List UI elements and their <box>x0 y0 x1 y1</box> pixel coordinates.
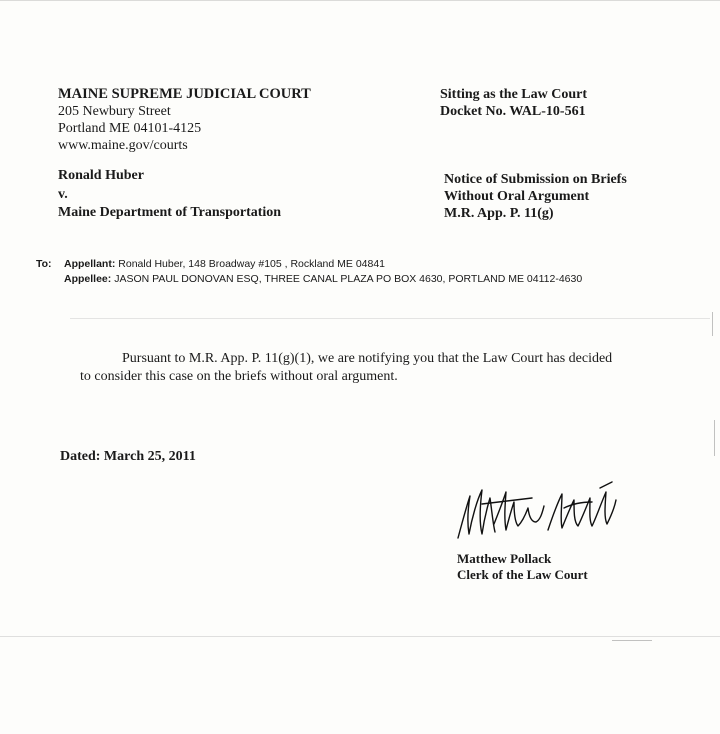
appellant-address: Ronald Huber, 148 Broadway #105 , Rockland ME 04841 <box>118 258 386 270</box>
appellee-line <box>64 273 582 285</box>
appellee-label: Appellee: <box>64 273 112 285</box>
sitting-label: Sitting as the Law Court <box>440 87 588 102</box>
appellant-label: Appellant: <box>64 258 116 270</box>
scan-speck <box>712 312 713 336</box>
party-appellee-name: Maine Department of Transportation <box>58 205 282 220</box>
party-appellant-name: Ronald Huber <box>58 168 144 183</box>
body-paragraph-line2: to consider this case on the briefs without oral argument. <box>80 369 398 384</box>
appellant-line <box>64 258 385 270</box>
docket-number: Docket No. WAL-10-561 <box>440 104 586 119</box>
handwritten-signature <box>452 478 622 546</box>
dated-line: Dated: March 25, 2011 <box>60 449 196 464</box>
versus-text: v. <box>58 187 68 202</box>
appellee-address: JASON PAUL DONOVAN ESQ, THREE CANAL PLAZA PO BOX 4630, PORTLAND ME 04112-4630 <box>114 273 583 285</box>
notice-title-line2: Without Oral Argument <box>444 189 590 204</box>
court-name: MAINE SUPREME JUDICIAL COURT <box>58 86 311 102</box>
court-website: www.maine.gov/courts <box>58 138 188 153</box>
body-paragraph-line1: Pursuant to M.R. App. P. 11(g)(1), we are notifying you that the Law Court has decided <box>122 351 613 366</box>
scan-speck <box>714 420 715 456</box>
signer-title: Clerk of the Law Court <box>457 567 588 582</box>
scan-artifact-mid <box>70 318 710 319</box>
court-address-city: Portland ME 04101-4125 <box>58 121 202 136</box>
scan-artifact-top <box>0 0 720 1</box>
court-address-street: 205 Newbury Street <box>58 104 171 119</box>
scan-speck <box>612 640 652 641</box>
notice-rule-citation: M.R. App. P. 11(g) <box>444 206 554 221</box>
to-label: To: <box>36 258 52 270</box>
scan-artifact-bottom <box>0 636 720 637</box>
notice-title-line1: Notice of Submission on Briefs <box>444 172 627 187</box>
signer-name: Matthew Pollack <box>457 551 552 566</box>
